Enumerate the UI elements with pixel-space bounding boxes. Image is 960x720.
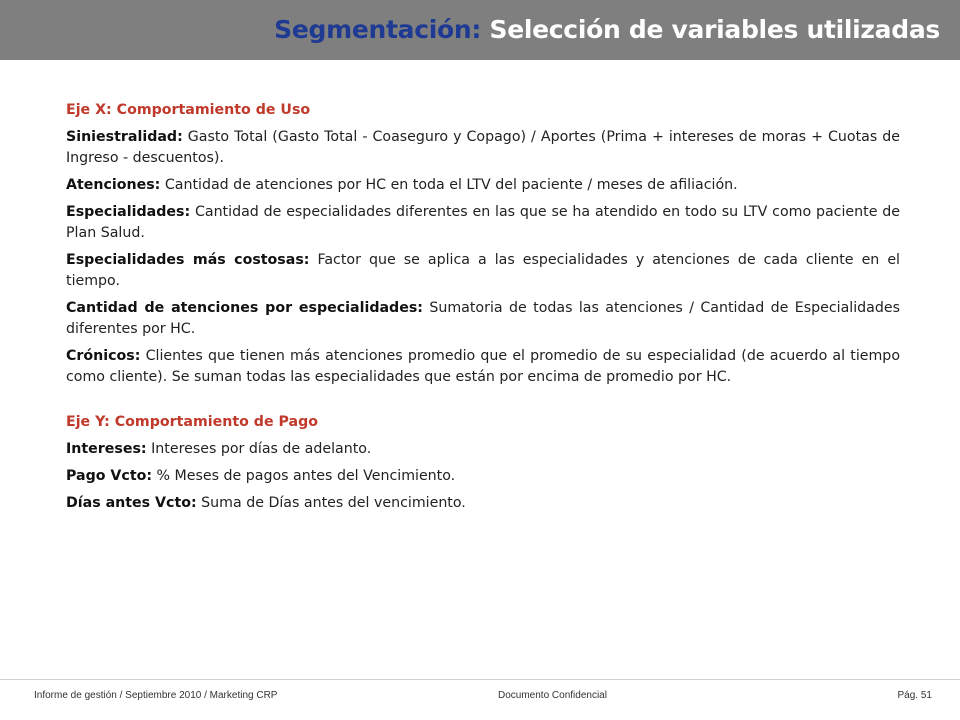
page-title-accent: Segmentación: bbox=[274, 15, 482, 44]
definition-text: Sumatoria de todas las atenciones / Cantidad de Especialidades diferentes por HC. bbox=[66, 300, 900, 337]
definition-dias-antes-vcto bbox=[66, 493, 900, 514]
definition-text: Cantidad de atenciones por HC en toda el LTV del paciente / meses de afiliación. bbox=[164, 177, 738, 193]
footer-report-info: Informe de gestión / Septiembre 2010 / Marketing CRP bbox=[34, 690, 278, 701]
page-title-main: Selección de variables utilizadas bbox=[489, 15, 940, 44]
definition-term: Especialidades más costosas: bbox=[66, 252, 310, 268]
definition-term: Intereses: bbox=[66, 441, 147, 457]
definition-text: Gasto Total (Gasto Total - Coaseguro y Copago) / Aportes (Prima + intereses de moras + Cuotas de Ingreso - descuentos). bbox=[66, 129, 900, 166]
definition-text: Suma de Días antes del vencimiento. bbox=[201, 495, 466, 511]
definition-atenciones bbox=[66, 175, 900, 196]
content-body bbox=[66, 100, 900, 520]
definition-especialidades bbox=[66, 202, 900, 244]
definition-term: Atenciones: bbox=[66, 177, 161, 193]
definition-intereses bbox=[66, 439, 900, 460]
definition-atenciones-por-especialidades bbox=[66, 298, 900, 340]
definition-siniestralidad bbox=[66, 127, 900, 169]
page-title bbox=[274, 10, 940, 50]
definition-term: Pago Vcto: bbox=[66, 468, 153, 484]
definition-cronicos bbox=[66, 346, 900, 388]
definition-term: Siniestralidad: bbox=[66, 129, 183, 145]
definition-pago-vcto bbox=[66, 466, 900, 487]
section-heading-eje-x: Eje X: Comportamiento de Uso bbox=[66, 102, 311, 118]
definition-text: Clientes que tienen más atenciones promedio que el promedio de su especialidad (de acuerdo al tiempo como cliente). Se suman todas las especialidades que están por encima de promedio por HC. bbox=[66, 348, 900, 385]
definition-term: Crónicos: bbox=[66, 348, 141, 364]
footer-divider bbox=[0, 679, 960, 680]
definition-text: Factor que se aplica a las especialidades y atenciones de cada cliente en el tiempo. bbox=[66, 252, 901, 289]
definition-term: Días antes Vcto: bbox=[66, 495, 197, 511]
definition-term: Especialidades: bbox=[66, 204, 191, 220]
header-bar bbox=[0, 0, 960, 60]
definition-text: Intereses por días de adelanto. bbox=[151, 441, 372, 457]
footer-confidential: Documento Confidencial bbox=[498, 690, 607, 701]
section-heading-eje-y: Eje Y: Comportamiento de Pago bbox=[66, 414, 319, 430]
definition-especialidades-costosas bbox=[66, 250, 900, 292]
footer-page-number: Pág. 51 bbox=[897, 690, 932, 701]
section-spacer bbox=[66, 394, 900, 412]
definition-term: Cantidad de atenciones por especialidades: bbox=[66, 300, 423, 316]
definition-text: % Meses de pagos antes del Vencimiento. bbox=[156, 468, 456, 484]
definition-text: Cantidad de especialidades diferentes en las que se ha atendido en todo su LTV como paciente de Plan Salud. bbox=[66, 204, 900, 241]
